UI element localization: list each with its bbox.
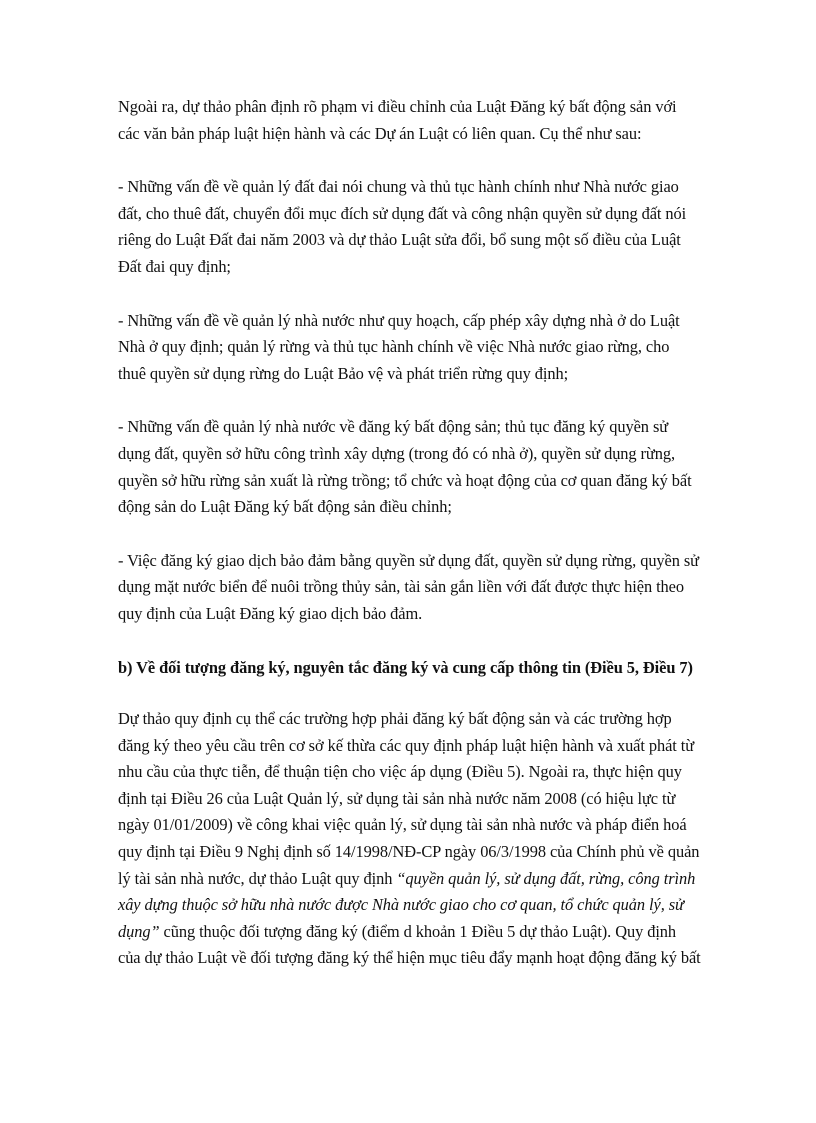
paragraph-text-after-quote: cũng thuộc đối tượng đăng ký (điểm d khoản 1 Điều 5 dự thảo Luật). Quy định của dự thảo Luật về đối tượng đăng ký thể hiện mục tiêu đẩy mạnh hoạt động đăng ký bất (118, 921, 701, 968)
paragraph-scope-intro: Ngoài ra, dự thảo phân định rõ phạm vi điều chỉnh của Luật Đăng ký bất động sản với các văn bản pháp luật hiện hành và các Dự án Luật có liên quan. Cụ thể như sau: (118, 97, 677, 143)
paragraph-real-estate-registration: - Những vấn đề quản lý nhà nước về đăng ký bất động sản; thủ tục đăng ký quyền sử dụng đất, quyền sở hữu công trình xây dựng (trong đó có nhà ở), quyền sử dụng rừng, quyền sở hữu rừng sản xuất là rừng trồng; tổ chức và hoạt động của cơ quan đăng ký bất động sản do Luật Đăng ký bất động sản điều chỉnh; (118, 417, 692, 517)
paragraph-housing-forest-law: - Những vấn đề về quản lý nhà nước như quy hoạch, cấp phép xây dựng nhà ở do Luật Nhà ở quy định; quản lý rừng và thủ tục hành chính về việc Nhà nước giao rừng, cho thuê quyền sử dụng rừng do Luật Bảo vệ và phát triển rừng quy định; (118, 310, 680, 383)
paragraph-registration-subjects (118, 706, 708, 972)
section-heading-b: b) Về đối tượng đăng ký, nguyên tắc đăng ký và cung cấp thông tin (Điều 5, Điều 7) (118, 657, 693, 677)
paragraph-secured-transactions: - Việc đăng ký giao dịch bảo đảm bằng quyền sử dụng đất, quyền sử dụng rừng, quyền sử dụng mặt nước biển để nuôi trồng thủy sản, tài sản gắn liền với đất được thực hiện theo quy định của Luật Đăng ký giao dịch bảo đảm. (118, 550, 699, 623)
paragraph-land-law: - Những vấn đề về quản lý đất đai nói chung và thủ tục hành chính như Nhà nước giao đất, cho thuê đất, chuyển đổi mục đích sử dụng đất và công nhận quyền sử dụng đất nói riêng do Luật Đất đai năm 2003 và dự thảo Luật sửa đổi, bổ sung một số điều của Luật Đất đai quy định; (118, 177, 687, 276)
document-page (118, 94, 708, 972)
italic-quote: “quyền quản lý, sử dụng đất, rừng, công trình xây dựng thuộc sở hữu nhà nước được Nhà nước giao cho cơ quan, tổ chức quản lý, sử dụng” (118, 868, 696, 941)
paragraph-text-before-quote: Dự thảo quy định cụ thể các trường hợp phải đăng ký bất động sản và các trường hợp đăng ký theo yêu cầu trên cơ sở kế thừa các quy định pháp luật hiện hành và xuất phát từ nhu cầu của thực tiễn, để thuận tiện cho việc áp dụng (Điều 5). Ngoài ra, thực hiện quy định tại Điều 26 của Luật Quản lý, sử dụng tài sản nhà nước năm 2008 (có hiệu lực từ ngày 01/01/2009) về công khai việc quản lý, sử dụng tài sản nhà nước và pháp điển hoá quy định tại Điều 9 Nghị định số 14/1998/NĐ-CP ngày 06/3/1998 của Chính phủ về quản lý tài sản nhà nước, dự thảo Luật quy định (118, 709, 700, 888)
